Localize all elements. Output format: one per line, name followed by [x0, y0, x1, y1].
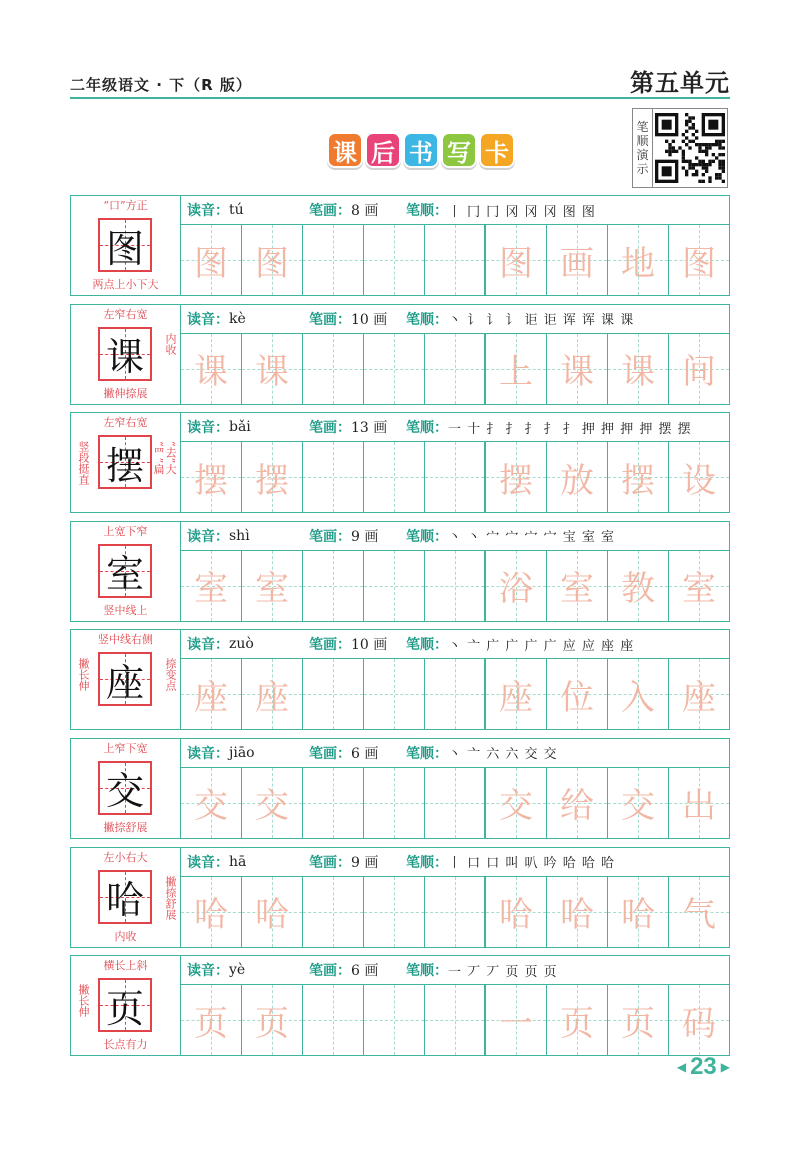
trace-char: 页: [621, 1003, 655, 1044]
practice-cell[interactable]: [669, 225, 729, 295]
order-label: 笔顺：: [406, 963, 448, 980]
char-content: [181, 956, 729, 1055]
note-bottom: 竖中线上: [103, 603, 148, 617]
header-divider: [70, 97, 730, 99]
pinyin-label: 读音：: [187, 745, 229, 762]
main-char: 课: [105, 335, 144, 380]
practice-cell[interactable]: [425, 877, 486, 947]
practice-cell[interactable]: [547, 225, 608, 295]
practice-cell[interactable]: [547, 334, 608, 404]
trace-char: 图: [499, 243, 533, 284]
title-char: 卡: [479, 132, 515, 168]
strokes-value: 9 画: [351, 854, 379, 871]
practice-cell[interactable]: [181, 442, 242, 512]
practice-cell[interactable]: [608, 768, 669, 838]
practice-cell[interactable]: [364, 225, 425, 295]
pinyin-value: kè: [229, 310, 246, 327]
practice-cell[interactable]: [242, 768, 303, 838]
practice-cell[interactable]: [425, 225, 486, 295]
trace-char: 气: [682, 895, 716, 936]
prev-page-icon[interactable]: ◀: [676, 1060, 687, 1074]
pinyin-label: 读音：: [187, 420, 229, 437]
trace-char: 出: [682, 786, 716, 827]
note-bottom: 撇伸捺展: [103, 386, 148, 400]
trace-char: 间: [682, 352, 716, 393]
practice-cell[interactable]: [608, 877, 669, 947]
qr-label-char: 示: [636, 162, 649, 176]
practice-cell[interactable]: [181, 225, 242, 295]
strokes-value: 6 画: [351, 963, 379, 980]
practice-cell[interactable]: [364, 985, 425, 1055]
note-top: 左小右大: [103, 850, 148, 864]
trace-char: 放: [560, 460, 594, 501]
char-panel: [71, 956, 181, 1055]
trace-char: 给: [560, 786, 594, 827]
order-label: 笔顺：: [406, 637, 448, 654]
pinyin-value: hā: [229, 853, 247, 870]
stroke-order: 丶 亠 广 广 广 广 应 应 座 座: [448, 638, 635, 654]
trace-char: 页: [194, 1003, 228, 1044]
practice-grid: [181, 225, 729, 295]
writing-row: [70, 521, 730, 622]
stroke-order: 一 十 扌 扌 扌 扌 扌 押 押 押 押 摆 摆: [448, 421, 692, 437]
trace-char: 交: [621, 786, 655, 827]
pinyin-label: 读音：: [187, 203, 229, 219]
strokes-value: 10 画: [351, 637, 388, 654]
practice-cell[interactable]: [486, 442, 547, 512]
trace-char: 入: [621, 677, 655, 718]
practice-cell[interactable]: [669, 768, 729, 838]
title-char: 后: [365, 132, 401, 168]
trace-char: 课: [194, 352, 228, 393]
practice-cell[interactable]: [181, 659, 242, 729]
char-panel: [71, 522, 181, 621]
trace-char: 交: [499, 786, 533, 827]
practice-cell[interactable]: [181, 334, 242, 404]
practice-cell[interactable]: [547, 877, 608, 947]
pinyin-label: 读音：: [187, 637, 229, 654]
practice-cell[interactable]: [242, 225, 303, 295]
stroke-order: 丶 丶 宀 宀 宀 宀 宝 室 室: [448, 530, 616, 546]
unit-title: 第五单元: [630, 69, 730, 97]
practice-cell[interactable]: [242, 985, 303, 1055]
practice-cell[interactable]: [547, 985, 608, 1055]
practice-cell[interactable]: [242, 551, 303, 621]
practice-cell[interactable]: [669, 442, 729, 512]
writing-row: [70, 304, 730, 405]
practice-cell[interactable]: [669, 985, 729, 1055]
order-label: 笔顺：: [406, 854, 448, 871]
practice-cell[interactable]: [608, 659, 669, 729]
qr-code-icon[interactable]: [653, 109, 727, 187]
trace-char: 座: [194, 677, 228, 718]
trace-char: 摆: [255, 460, 289, 501]
strokes-value: 8 画: [351, 203, 379, 219]
strokes-label: 笔画：: [309, 637, 351, 654]
practice-cell[interactable]: [486, 985, 547, 1055]
page-number-value: 23: [690, 1053, 717, 1080]
practice-grid: [181, 551, 729, 621]
practice-cell[interactable]: [242, 877, 303, 947]
note-top: 上宽下窄: [103, 524, 148, 538]
practice-cell[interactable]: [669, 551, 729, 621]
practice-cell[interactable]: [303, 659, 364, 729]
order-label: 笔顺：: [406, 745, 448, 762]
trace-char: 画: [560, 243, 594, 284]
practice-cell[interactable]: [364, 551, 425, 621]
trace-char: 课: [621, 352, 655, 393]
title-char: 写: [441, 132, 477, 168]
note-bottom: 长点有力: [103, 1038, 148, 1052]
practice-cell[interactable]: [547, 659, 608, 729]
practice-cell[interactable]: [303, 334, 364, 404]
trace-char: 图: [194, 243, 228, 284]
char-box: [98, 435, 152, 489]
char-box: [98, 544, 152, 598]
strokes-value: 9 画: [351, 528, 379, 545]
trace-char: 图: [682, 243, 716, 284]
strokes-label: 笔画：: [309, 203, 351, 219]
trace-char: 设: [682, 460, 716, 501]
order-label: 笔顺：: [406, 420, 448, 437]
char-info: [181, 630, 729, 659]
practice-cell[interactable]: [486, 877, 547, 947]
practice-cell[interactable]: [486, 768, 547, 838]
char-box: [98, 870, 152, 924]
char-content: [181, 848, 729, 947]
strokes-label: 笔画：: [309, 854, 351, 871]
practice-grid: [181, 877, 729, 947]
trace-char: 位: [560, 677, 594, 718]
practice-cell[interactable]: [608, 442, 669, 512]
char-panel: [71, 413, 181, 512]
main-char: 图: [105, 226, 144, 271]
practice-cell[interactable]: [425, 442, 486, 512]
note-top: 竖中线右侧: [98, 633, 153, 647]
trace-char: 摆: [621, 460, 655, 501]
practice-cell[interactable]: [242, 442, 303, 512]
char-panel: [71, 739, 181, 838]
main-char: 页: [105, 986, 144, 1031]
trace-char: 交: [194, 786, 228, 827]
trace-char: 上: [499, 352, 533, 393]
trace-char: 页: [255, 1003, 289, 1044]
trace-char: 座: [682, 677, 716, 718]
note-right: 捺变点: [164, 658, 177, 692]
main-char: 室: [105, 552, 144, 597]
practice-cell[interactable]: [181, 551, 242, 621]
pinyin-label: 读音：: [187, 963, 229, 980]
stroke-order: 丶 讠 讠 讠 讵 讵 诨 诨 课 课: [448, 313, 635, 329]
practice-grid: [181, 768, 729, 838]
practice-cell[interactable]: [486, 225, 547, 295]
trace-char: 地: [621, 243, 655, 284]
trace-char: 图: [255, 243, 289, 284]
practice-cell[interactable]: [181, 768, 242, 838]
trace-char: 室: [255, 569, 289, 610]
practice-cell[interactable]: [486, 551, 547, 621]
note-right-2: “罒”扁: [152, 441, 165, 475]
trace-char: 哈: [499, 895, 533, 936]
trace-char: 摆: [194, 460, 228, 501]
note-top: 左窄右宽: [103, 307, 148, 321]
practice-cell[interactable]: [181, 877, 242, 947]
strokes-label: 笔画：: [309, 963, 351, 980]
char-info: [181, 956, 729, 985]
practice-cell[interactable]: [181, 985, 242, 1055]
char-info: [181, 413, 729, 442]
char-content: [181, 522, 729, 621]
trace-char: 教: [621, 569, 655, 610]
trace-char: 座: [499, 677, 533, 718]
qr-stroke-demo[interactable]: [632, 108, 728, 188]
note-top: “口”方正: [103, 199, 148, 212]
order-label: 笔顺：: [406, 311, 448, 328]
main-char: 座: [105, 660, 144, 705]
practice-cell[interactable]: [547, 768, 608, 838]
strokes-value: 6 画: [351, 745, 379, 762]
trace-char: 哈: [560, 895, 594, 936]
pinyin-label: 读音：: [187, 311, 229, 328]
trace-char: 室: [194, 569, 228, 610]
char-box: [98, 978, 152, 1032]
char-info: [181, 196, 729, 225]
trace-char: 一: [499, 1003, 533, 1044]
card-title: [327, 132, 515, 168]
char-info: [181, 848, 729, 877]
pinyin-value: tú: [229, 202, 244, 218]
char-box: [98, 761, 152, 815]
practice-cell[interactable]: [242, 659, 303, 729]
char-box: [98, 652, 152, 706]
strokes-value: 10 画: [351, 311, 388, 328]
char-info: [181, 739, 729, 768]
writing-card-list: [70, 195, 730, 1064]
main-char: 摆: [105, 443, 144, 488]
strokes-label: 笔画：: [309, 311, 351, 328]
note-left: 竖段挺直: [77, 441, 90, 486]
writing-row: [70, 738, 730, 839]
practice-grid: [181, 985, 729, 1055]
practice-cell[interactable]: [364, 768, 425, 838]
note-left: 撇长伸: [77, 984, 90, 1018]
practice-cell[interactable]: [364, 877, 425, 947]
trace-char: 页: [560, 1003, 594, 1044]
note-top: 上窄下宽: [103, 741, 148, 755]
qr-label: [633, 109, 653, 187]
char-box: [98, 218, 152, 272]
practice-cell[interactable]: [303, 768, 364, 838]
trace-char: 交: [255, 786, 289, 827]
trace-char: 课: [560, 352, 594, 393]
char-panel: [71, 630, 181, 729]
char-content: [181, 739, 729, 838]
practice-cell[interactable]: [486, 659, 547, 729]
practice-cell[interactable]: [608, 225, 669, 295]
practice-cell[interactable]: [669, 877, 729, 947]
char-info: [181, 305, 729, 334]
practice-cell[interactable]: [303, 442, 364, 512]
order-label: 笔顺：: [406, 528, 448, 545]
trace-char: 码: [682, 1003, 716, 1044]
char-content: [181, 413, 729, 512]
practice-cell[interactable]: [303, 985, 364, 1055]
note-left: 撇长伸: [77, 658, 90, 692]
note-top: 左窄右宽: [103, 416, 148, 430]
trace-char: 室: [560, 569, 594, 610]
trace-char: 哈: [255, 895, 289, 936]
practice-cell[interactable]: [425, 659, 486, 729]
stroke-order: 丨 口 口 叫 叭 吟 哈 哈 哈: [448, 856, 616, 872]
strokes-value: 13 画: [351, 420, 388, 437]
writing-row: [70, 412, 730, 513]
practice-cell[interactable]: [242, 334, 303, 404]
qr-label-char: 顺: [636, 134, 649, 148]
trace-char: 室: [682, 569, 716, 610]
page-number: [677, 1053, 730, 1081]
char-content: [181, 196, 729, 295]
practice-cell[interactable]: [303, 877, 364, 947]
note-bottom: 撇捺舒展: [103, 820, 148, 834]
strokes-label: 笔画：: [309, 420, 351, 437]
practice-cell[interactable]: [608, 985, 669, 1055]
writing-row: [70, 629, 730, 730]
pinyin-value: zuò: [229, 636, 254, 653]
practice-grid: [181, 442, 729, 512]
strokes-label: 笔画：: [309, 528, 351, 545]
trace-char: 座: [255, 677, 289, 718]
practice-cell[interactable]: [425, 985, 486, 1055]
writing-row: [70, 847, 730, 948]
book-title: 二年级语文 · 下（R 版）: [70, 76, 252, 94]
pinyin-value: yè: [229, 962, 246, 979]
order-label: 笔顺：: [406, 203, 448, 219]
practice-cell[interactable]: [669, 659, 729, 729]
pinyin-value: jiāo: [229, 744, 255, 761]
practice-cell[interactable]: [547, 442, 608, 512]
practice-cell[interactable]: [669, 334, 729, 404]
title-char: 课: [327, 132, 363, 168]
note-right: 撇捺舒展: [164, 875, 177, 920]
practice-grid: [181, 659, 729, 729]
pinyin-label: 读音：: [187, 854, 229, 871]
char-content: [181, 305, 729, 404]
stroke-order: 一 丆 丆 页 页 页: [448, 964, 558, 980]
practice-cell[interactable]: [303, 551, 364, 621]
practice-cell[interactable]: [364, 334, 425, 404]
practice-cell[interactable]: [425, 768, 486, 838]
note-right: “去”大: [164, 441, 177, 475]
writing-row: [70, 955, 730, 1056]
char-panel: [71, 848, 181, 947]
practice-cell[interactable]: [303, 225, 364, 295]
char-panel: [71, 196, 181, 295]
note-right: 内收: [164, 332, 177, 355]
char-info: [181, 522, 729, 551]
main-char: 交: [105, 769, 144, 814]
char-box: [98, 327, 152, 381]
pinyin-label: 读音：: [187, 528, 229, 545]
writing-row: [70, 195, 730, 296]
char-panel: [71, 305, 181, 404]
title-char: 书: [403, 132, 439, 168]
trace-char: 哈: [194, 895, 228, 936]
practice-cell[interactable]: [547, 551, 608, 621]
stroke-order: 丶 亠 六 六 交 交: [448, 747, 558, 763]
practice-cell[interactable]: [364, 659, 425, 729]
next-page-icon[interactable]: ▶: [720, 1060, 730, 1074]
note-bottom: 内收: [114, 929, 137, 943]
note-bottom: 两点上小下大: [92, 278, 159, 291]
qr-label-char: 演: [636, 148, 649, 162]
trace-char: 浴: [499, 569, 533, 610]
trace-char: 哈: [621, 895, 655, 936]
stroke-order: 丨 冂 冂 冈 冈 冈 图 图: [448, 204, 596, 220]
trace-char: 摆: [499, 460, 533, 501]
pinyin-value: bǎi: [229, 419, 251, 436]
practice-grid: [181, 334, 729, 404]
practice-cell[interactable]: [425, 334, 486, 404]
qr-label-char: 笔: [636, 120, 649, 134]
main-char: 哈: [105, 878, 144, 923]
practice-cell[interactable]: [608, 551, 669, 621]
note-top: 横长上斜: [103, 959, 148, 973]
practice-cell[interactable]: [486, 334, 547, 404]
trace-char: 课: [255, 352, 289, 393]
practice-cell[interactable]: [608, 334, 669, 404]
char-content: [181, 630, 729, 729]
strokes-label: 笔画：: [309, 745, 351, 762]
practice-cell[interactable]: [364, 442, 425, 512]
practice-cell[interactable]: [425, 551, 486, 621]
pinyin-value: shì: [229, 527, 250, 544]
